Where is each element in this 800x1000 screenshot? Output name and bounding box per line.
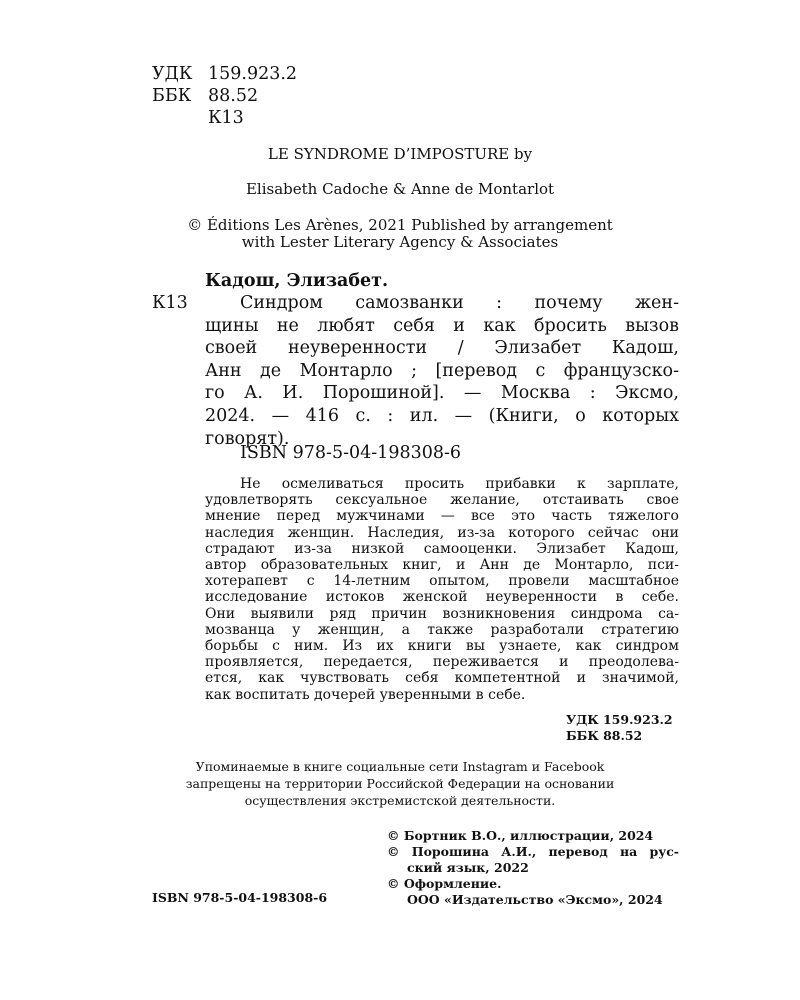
udk-label: УДК	[152, 64, 193, 84]
original-authors: Elisabeth Cadoche & Anne de Montarlot	[245, 180, 555, 198]
description-line: говорят).	[205, 428, 290, 449]
social-networks-notice	[0, 758, 800, 809]
copyright-block	[387, 828, 679, 908]
author-heading: Кадош, Элизабет.	[205, 271, 389, 291]
notice-line-1: Упоминаемые в книге социальные сети Instagram и Facebook	[195, 759, 605, 774]
description-line: 2024. — 416 с. : ил. — (Книги, о которых	[205, 405, 679, 426]
annotation-line: исследование истоков женской неуверенности в себе.	[205, 589, 679, 606]
copyright-translation-cont: ский язык, 2022	[407, 860, 529, 875]
original-title: LE SYNDROME D’IMPOSTURE by	[267, 145, 533, 163]
original-copyright-line-2: with Lester Literary Agency & Associates	[241, 233, 559, 251]
notice-line-3: осуществления экстремистской деятельности.	[244, 793, 556, 808]
original-edition	[0, 146, 800, 251]
classification-codes	[152, 63, 297, 129]
annotation-line: как воспитать дочерей уверенными в себе.	[205, 686, 526, 703]
copyright-design: © Оформление.	[387, 876, 502, 891]
annotation-line: автор образовательных книг, и Анн де Монтарло, пси-	[205, 557, 679, 574]
bbk-label: ББК	[152, 86, 192, 106]
description-line: го А. И. Порошиной]. — Москва : Эксмо,	[205, 383, 679, 404]
copyright-translation: © Порошина А.И., перевод на рус-	[387, 844, 679, 859]
record-code: К13	[152, 293, 188, 313]
annotation-line: Не осмеливаться просить прибавки к зарплате,	[240, 476, 679, 492]
copyright-publisher: ООО «Издательство «Эксмо», 2024	[407, 892, 663, 907]
description-line: Анн де Монтарло ; [перевод с французско-	[205, 360, 679, 381]
description-line: щины не любят себя и как бросить вызов	[205, 315, 679, 336]
annotation-line: мозванца у женщин, а также разработали стратегию	[205, 621, 679, 638]
annotation-line: страдают из-за низкой самооценки. Элизабет Кадош,	[205, 540, 679, 557]
description-line: своей неуверенности / Элизабет Кадош,	[205, 338, 679, 359]
annotation-line: удовлетворять сексуальное желание, отстаивать свое	[205, 492, 679, 509]
annotation-line: наследия женщин. Наследия, из-за которого сейчас они	[205, 524, 679, 541]
annotation-line: проявляется, передается, переживается и преодолева-	[205, 654, 679, 671]
annotation-udk: УДК 159.923.2	[566, 712, 673, 727]
bibliographic-description	[152, 292, 679, 450]
description-line: Синдром самозванки : почему жен-	[240, 293, 679, 313]
annotation-line: хотерапевт с 14-летним опытом, провели масштабное	[205, 573, 679, 590]
annotation	[205, 476, 679, 703]
bbk-value: 88.52	[208, 86, 259, 106]
annotation-line: Они выявили ряд причин возникновения синдрома са-	[205, 605, 679, 622]
original-copyright-line-1: © Éditions Les Arènes, 2021 Published by arrangement	[187, 216, 613, 234]
udk-value: 159.923.2	[208, 64, 298, 84]
annotation-line: борьбы с ним. Из их книги вы узнаете, как синдром	[205, 638, 679, 655]
copyright-illustrations: © Бортник В.О., иллюстрации, 2024	[387, 828, 654, 843]
footer-isbn: ISBN 978-5-04-198308-6	[152, 890, 328, 905]
bbk-row	[152, 85, 297, 107]
annotation-bbk: ББК 88.52	[566, 728, 643, 743]
annotation-line: мнение перед мужчинами — все это часть тяжелого	[205, 508, 679, 525]
notice-line-2: запрещены на территории Российской Федерации на основании	[185, 776, 615, 791]
annotation-line: ется, как чувствовать себя компетентной и значимой,	[205, 670, 679, 687]
author-mark-row	[152, 107, 297, 129]
udk-row	[152, 63, 297, 85]
isbn: ISBN 978-5-04-198308-6	[240, 443, 462, 463]
author-mark: К13	[208, 108, 244, 128]
annotation-codes	[566, 712, 673, 744]
